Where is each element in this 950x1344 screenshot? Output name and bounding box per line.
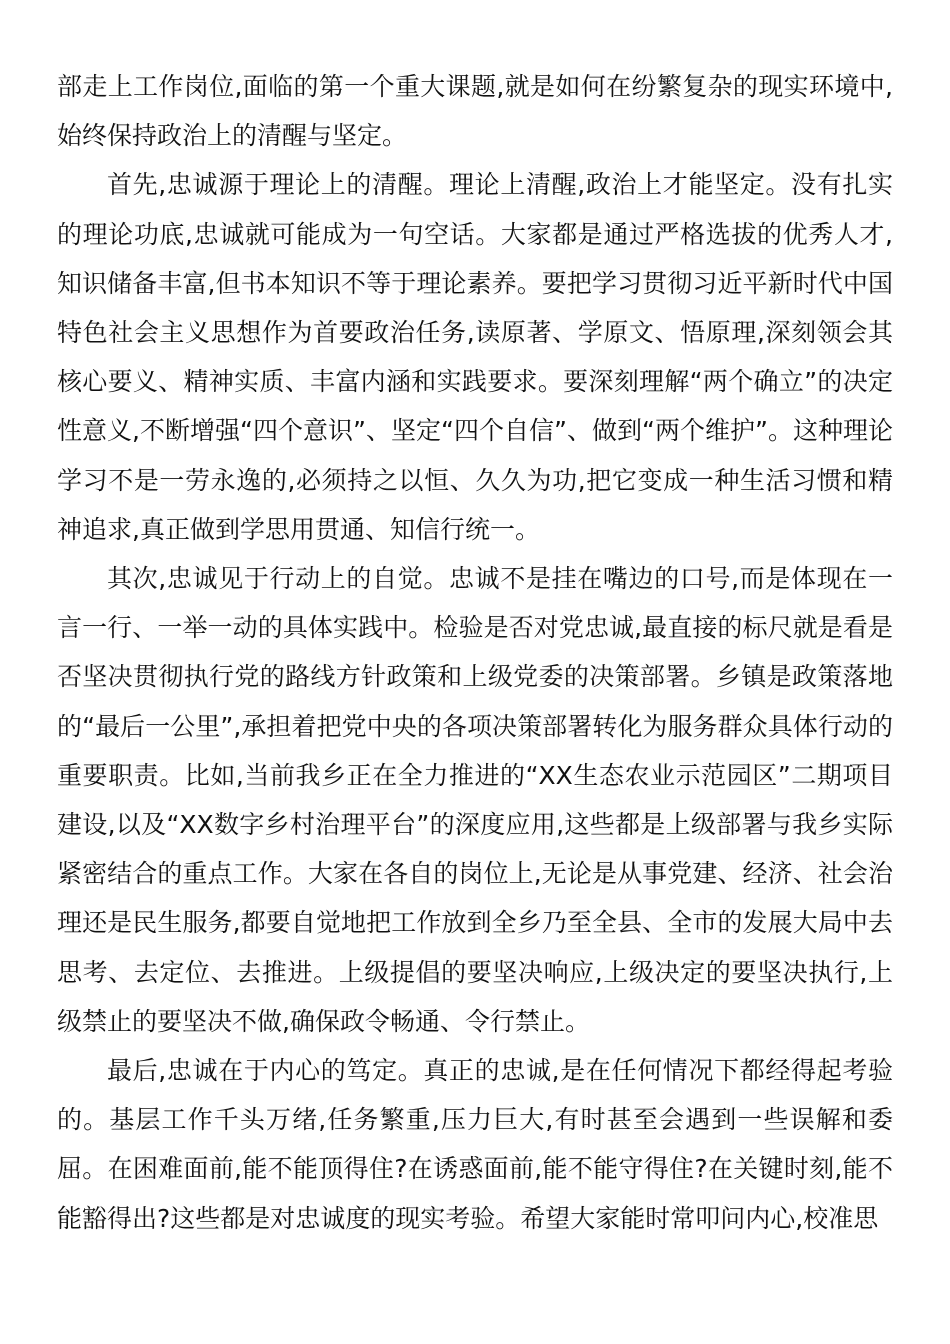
paragraph-last-inner-conviction: 最后,忠诚在于内心的笃定。真正的忠诚,是在任何情况下都经得起考验的。基层工作千头万绪,任务繁重,压力巨大,有时甚至会遇到一些误解和委屈。在困难面前,能不能顶得住?在诱惑面前,能不能守得住?在关键时刻,能不能豁得出?这些都是对忠诚度的现实考验。希望大家能时常叩问内心,校准思 [57,1056,893,1233]
paragraph-second-action: 其次,忠诚见于行动上的自觉。忠诚不是挂在嘴边的口号,而是体现在一言一行、一举一动的具体实践中。检验是否对党忠诚,最直接的标尺就是看是否坚决贯彻执行党的路线方针政策和上级党委的决策部署。乡镇是政策落地的“最后一公里”,承担着把党中央的各项决策部署转化为服务群众具体行动的重要职责。比如,当前我乡正在全力推进的“XX生态农业示范园区”二期项目建设,以及“XX数字乡村治理平台”的深度应用,这些都是上级部署与我乡实际紧密结合的重点工作。大家在各自的岗位上,无论是从事党建、经济、社会治理还是民生服务,都要自觉地把工作放到全乡乃至全县、全市的发展大局中去思考、去定位、去推进。上级提倡的要坚决响应,上级决定的要坚决执行,上级禁止的要坚决不做,确保政令畅通、令行禁止。 [57,564,893,1036]
paragraph-first-theory: 首先,忠诚源于理论上的清醒。理论上清醒,政治上才能坚定。没有扎实的理论功底,忠诚就可能成为一句空话。大家都是通过严格选拔的优秀人才,知识储备丰富,但书本知识不等于理论素养。要把学习贯彻习近平新时代中国特色社会主义思想作为首要政治任务,读原著、学原文、悟原理,深刻领会其核心要义、精神实质、丰富内涵和实践要求。要深刻理解“两个确立”的决定性意义,不断增强“四个意识”、坚定“四个自信”、做到“两个维护”。这种理论学习不是一劳永逸的,必须持之以恒、久久为功,把它变成一种生活习惯和精神追求,真正做到学思用贯通、知信行统一。 [57,170,893,544]
paragraph-intro-continuation: 部走上工作岗位,面临的第一个重大课题,就是如何在纷繁复杂的现实环境中,始终保持政治上的清醒与坚定。 [57,72,893,151]
document-page [57,62,893,1243]
